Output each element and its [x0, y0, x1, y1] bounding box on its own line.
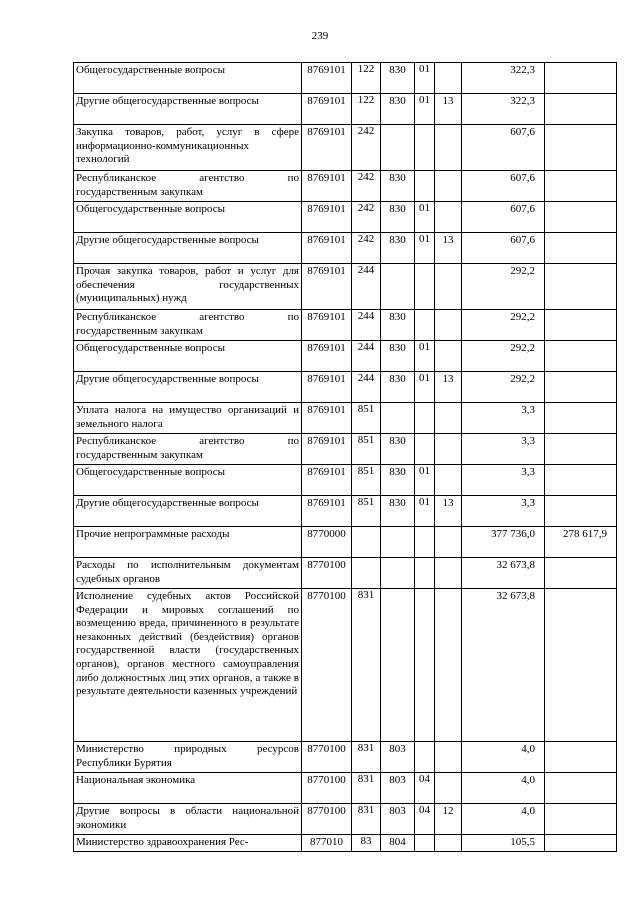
- cell-subsection: [435, 341, 462, 372]
- cell-ministry: 830: [381, 341, 415, 372]
- cell-sum-1: 32 673,8: [462, 558, 545, 589]
- cell-name: Министерство природных ресурсов Республики Бурятия: [74, 742, 302, 773]
- cell-expense-type: 122: [352, 94, 381, 125]
- table-row: [74, 589, 617, 742]
- cell-name: Прочая закупка товаров, работ и услуг для обеспечения государственных (муниципальных) нужд: [74, 264, 302, 310]
- cell-expense-type: 851: [352, 496, 381, 527]
- table-row: [74, 233, 617, 264]
- cell-sum-1: 607,6: [462, 233, 545, 264]
- cell-sum-1: 4,0: [462, 804, 545, 835]
- cell-section: 01: [415, 63, 435, 94]
- cell-subsection: 13: [435, 233, 462, 264]
- cell-target-article: 8769101: [302, 233, 352, 264]
- cell-ministry: [381, 527, 415, 558]
- cell-target-article: 8770100: [302, 558, 352, 589]
- cell-section: 04: [415, 804, 435, 835]
- cell-ministry: 830: [381, 310, 415, 341]
- cell-section: [415, 310, 435, 341]
- cell-sum-2: [545, 171, 617, 202]
- cell-sum-1: 105,5: [462, 835, 545, 852]
- cell-sum-2: [545, 372, 617, 403]
- cell-expense-type: 851: [352, 465, 381, 496]
- cell-name: Республиканское агентство по государственным закупкам: [74, 434, 302, 465]
- cell-expense-type: 244: [352, 372, 381, 403]
- cell-name: Закупка товаров, работ, услуг в сфере информационно-коммуникационных технологий: [74, 125, 302, 171]
- table-row: [74, 125, 617, 171]
- table-row: [74, 63, 617, 94]
- cell-ministry: [381, 589, 415, 742]
- table-body: [74, 63, 617, 852]
- cell-name: Уплата налога на имущество организаций и земельного налога: [74, 403, 302, 434]
- cell-name: Национальная экономика: [74, 773, 302, 804]
- cell-sum-2: [545, 465, 617, 496]
- cell-sum-2: [545, 742, 617, 773]
- cell-subsection: [435, 202, 462, 233]
- cell-ministry: 830: [381, 171, 415, 202]
- cell-sum-2: [545, 233, 617, 264]
- cell-target-article: 8770100: [302, 773, 352, 804]
- cell-name: Исполнение судебных актов Российской Федерации и мировых соглашений по возмещению вреда, причиненного в результате незаконных действий (бездействия) органов государственной власти (государственных органов), органов местного самоуправления либо должностных лиц этих органов, а также в результате деятельности казенных учреждений: [74, 589, 302, 742]
- cell-ministry: 830: [381, 465, 415, 496]
- cell-target-article: 8770100: [302, 742, 352, 773]
- cell-target-article: 8770000: [302, 527, 352, 558]
- cell-section: 01: [415, 341, 435, 372]
- cell-name: Другие общегосударственные вопросы: [74, 94, 302, 125]
- cell-name: Другие общегосударственные вопросы: [74, 496, 302, 527]
- cell-sum-1: 322,3: [462, 63, 545, 94]
- cell-name: Другие общегосударственные вопросы: [74, 233, 302, 264]
- cell-sum-2: [545, 403, 617, 434]
- cell-sum-1: 607,6: [462, 171, 545, 202]
- table-row: [74, 403, 617, 434]
- cell-sum-1: 322,3: [462, 94, 545, 125]
- cell-subsection: [435, 63, 462, 94]
- cell-section: [415, 171, 435, 202]
- cell-target-article: 8769101: [302, 465, 352, 496]
- cell-sum-1: 607,6: [462, 202, 545, 233]
- cell-sum-1: 3,3: [462, 496, 545, 527]
- cell-section: 01: [415, 465, 435, 496]
- cell-section: [415, 527, 435, 558]
- cell-expense-type: 242: [352, 171, 381, 202]
- cell-subsection: [435, 434, 462, 465]
- cell-expense-type: [352, 527, 381, 558]
- cell-section: 01: [415, 94, 435, 125]
- cell-sum-1: 32 673,8: [462, 589, 545, 742]
- cell-expense-type: 831: [352, 589, 381, 742]
- cell-section: [415, 835, 435, 852]
- cell-sum-1: 4,0: [462, 742, 545, 773]
- cell-section: 01: [415, 496, 435, 527]
- cell-ministry: 830: [381, 202, 415, 233]
- cell-ministry: 830: [381, 94, 415, 125]
- cell-subsection: 13: [435, 94, 462, 125]
- cell-target-article: 8769101: [302, 341, 352, 372]
- cell-sum-1: 3,3: [462, 403, 545, 434]
- cell-expense-type: 242: [352, 202, 381, 233]
- cell-expense-type: 851: [352, 403, 381, 434]
- cell-sum-1: 292,2: [462, 264, 545, 310]
- cell-ministry: [381, 125, 415, 171]
- cell-subsection: [435, 558, 462, 589]
- table-row: [74, 94, 617, 125]
- cell-subsection: [435, 835, 462, 852]
- cell-name: Республиканское агентство по государственным закупкам: [74, 171, 302, 202]
- cell-target-article: 8769101: [302, 264, 352, 310]
- cell-target-article: 8769101: [302, 171, 352, 202]
- table-row: [74, 310, 617, 341]
- cell-subsection: [435, 125, 462, 171]
- cell-ministry: [381, 558, 415, 589]
- cell-target-article: 8769101: [302, 63, 352, 94]
- cell-target-article: 8769101: [302, 403, 352, 434]
- cell-expense-type: 851: [352, 434, 381, 465]
- cell-ministry: 830: [381, 496, 415, 527]
- cell-expense-type: 244: [352, 264, 381, 310]
- cell-subsection: [435, 465, 462, 496]
- cell-subsection: [435, 527, 462, 558]
- cell-section: [415, 589, 435, 742]
- cell-name: Другие вопросы в области национальной экономики: [74, 804, 302, 835]
- cell-section: [415, 264, 435, 310]
- cell-ministry: 804: [381, 835, 415, 852]
- cell-sum-1: 607,6: [462, 125, 545, 171]
- cell-name: Расходы по исполнительным документам судебных органов: [74, 558, 302, 589]
- table-row: [74, 835, 617, 852]
- cell-section: [415, 403, 435, 434]
- cell-sum-2: [545, 835, 617, 852]
- cell-expense-type: 244: [352, 310, 381, 341]
- table-row: [74, 341, 617, 372]
- cell-section: [415, 125, 435, 171]
- cell-section: 01: [415, 233, 435, 264]
- cell-sum-2: [545, 558, 617, 589]
- cell-sum-2: [545, 202, 617, 233]
- cell-sum-1: 377 736,0: [462, 527, 545, 558]
- page-number: 239: [311, 30, 329, 42]
- cell-ministry: 830: [381, 372, 415, 403]
- cell-sum-2: 278 617,9: [545, 527, 617, 558]
- cell-target-article: 8769101: [302, 125, 352, 171]
- cell-sum-2: [545, 589, 617, 742]
- cell-sum-2: [545, 773, 617, 804]
- cell-ministry: [381, 264, 415, 310]
- cell-ministry: 830: [381, 233, 415, 264]
- table-row: [74, 773, 617, 804]
- cell-sum-1: 292,2: [462, 310, 545, 341]
- cell-target-article: 8769101: [302, 202, 352, 233]
- cell-expense-type: [352, 558, 381, 589]
- cell-section: 01: [415, 202, 435, 233]
- table-row: [74, 171, 617, 202]
- cell-section: [415, 742, 435, 773]
- cell-ministry: 803: [381, 742, 415, 773]
- cell-sum-2: [545, 264, 617, 310]
- cell-expense-type: 122: [352, 63, 381, 94]
- cell-name: Общегосударственные вопросы: [74, 63, 302, 94]
- cell-name: Министерство здравоохранения Рес-: [74, 835, 302, 852]
- cell-subsection: 12: [435, 804, 462, 835]
- cell-target-article: 8769101: [302, 372, 352, 403]
- cell-target-article: 8770100: [302, 804, 352, 835]
- table-row: [74, 434, 617, 465]
- cell-ministry: 830: [381, 434, 415, 465]
- cell-subsection: 13: [435, 496, 462, 527]
- table-row: [74, 264, 617, 310]
- cell-sum-1: 4,0: [462, 773, 545, 804]
- cell-subsection: [435, 171, 462, 202]
- table-row: [74, 558, 617, 589]
- cell-subsection: [435, 310, 462, 341]
- cell-sum-1: 3,3: [462, 434, 545, 465]
- cell-expense-type: 83: [352, 835, 381, 852]
- table-row: [74, 804, 617, 835]
- cell-target-article: 8769101: [302, 496, 352, 527]
- cell-sum-2: [545, 94, 617, 125]
- cell-subsection: [435, 403, 462, 434]
- cell-name: Республиканское агентство по государственным закупкам: [74, 310, 302, 341]
- cell-sum-2: [545, 496, 617, 527]
- table-row: [74, 742, 617, 773]
- cell-target-article: 877010: [302, 835, 352, 852]
- cell-sum-1: 292,2: [462, 372, 545, 403]
- cell-target-article: 8769101: [302, 94, 352, 125]
- cell-section: [415, 558, 435, 589]
- cell-expense-type: 831: [352, 804, 381, 835]
- cell-target-article: 8769101: [302, 434, 352, 465]
- cell-sum-2: [545, 63, 617, 94]
- cell-subsection: [435, 589, 462, 742]
- cell-section: 01: [415, 372, 435, 403]
- table-row: [74, 372, 617, 403]
- cell-ministry: 803: [381, 773, 415, 804]
- cell-sum-1: 292,2: [462, 341, 545, 372]
- budget-table: [73, 62, 617, 852]
- cell-expense-type: 242: [352, 125, 381, 171]
- cell-name: Другие общегосударственные вопросы: [74, 372, 302, 403]
- cell-subsection: 13: [435, 372, 462, 403]
- cell-name: Общегосударственные вопросы: [74, 341, 302, 372]
- cell-sum-2: [545, 125, 617, 171]
- table-row: [74, 496, 617, 527]
- cell-sum-2: [545, 804, 617, 835]
- cell-section: 04: [415, 773, 435, 804]
- cell-sum-2: [545, 341, 617, 372]
- cell-name: Прочие непрограммные расходы: [74, 527, 302, 558]
- cell-expense-type: 244: [352, 341, 381, 372]
- cell-section: [415, 434, 435, 465]
- cell-target-article: 8770100: [302, 589, 352, 742]
- table-row: [74, 202, 617, 233]
- cell-expense-type: 242: [352, 233, 381, 264]
- table-row: [74, 465, 617, 496]
- cell-subsection: [435, 264, 462, 310]
- cell-name: Общегосударственные вопросы: [74, 202, 302, 233]
- cell-sum-2: [545, 310, 617, 341]
- cell-target-article: 8769101: [302, 310, 352, 341]
- cell-ministry: [381, 403, 415, 434]
- cell-subsection: [435, 773, 462, 804]
- cell-expense-type: 831: [352, 742, 381, 773]
- cell-ministry: 803: [381, 804, 415, 835]
- cell-expense-type: 831: [352, 773, 381, 804]
- cell-sum-1: 3,3: [462, 465, 545, 496]
- table-row: [74, 527, 617, 558]
- cell-sum-2: [545, 434, 617, 465]
- cell-subsection: [435, 742, 462, 773]
- cell-name: Общегосударственные вопросы: [74, 465, 302, 496]
- cell-ministry: 830: [381, 63, 415, 94]
